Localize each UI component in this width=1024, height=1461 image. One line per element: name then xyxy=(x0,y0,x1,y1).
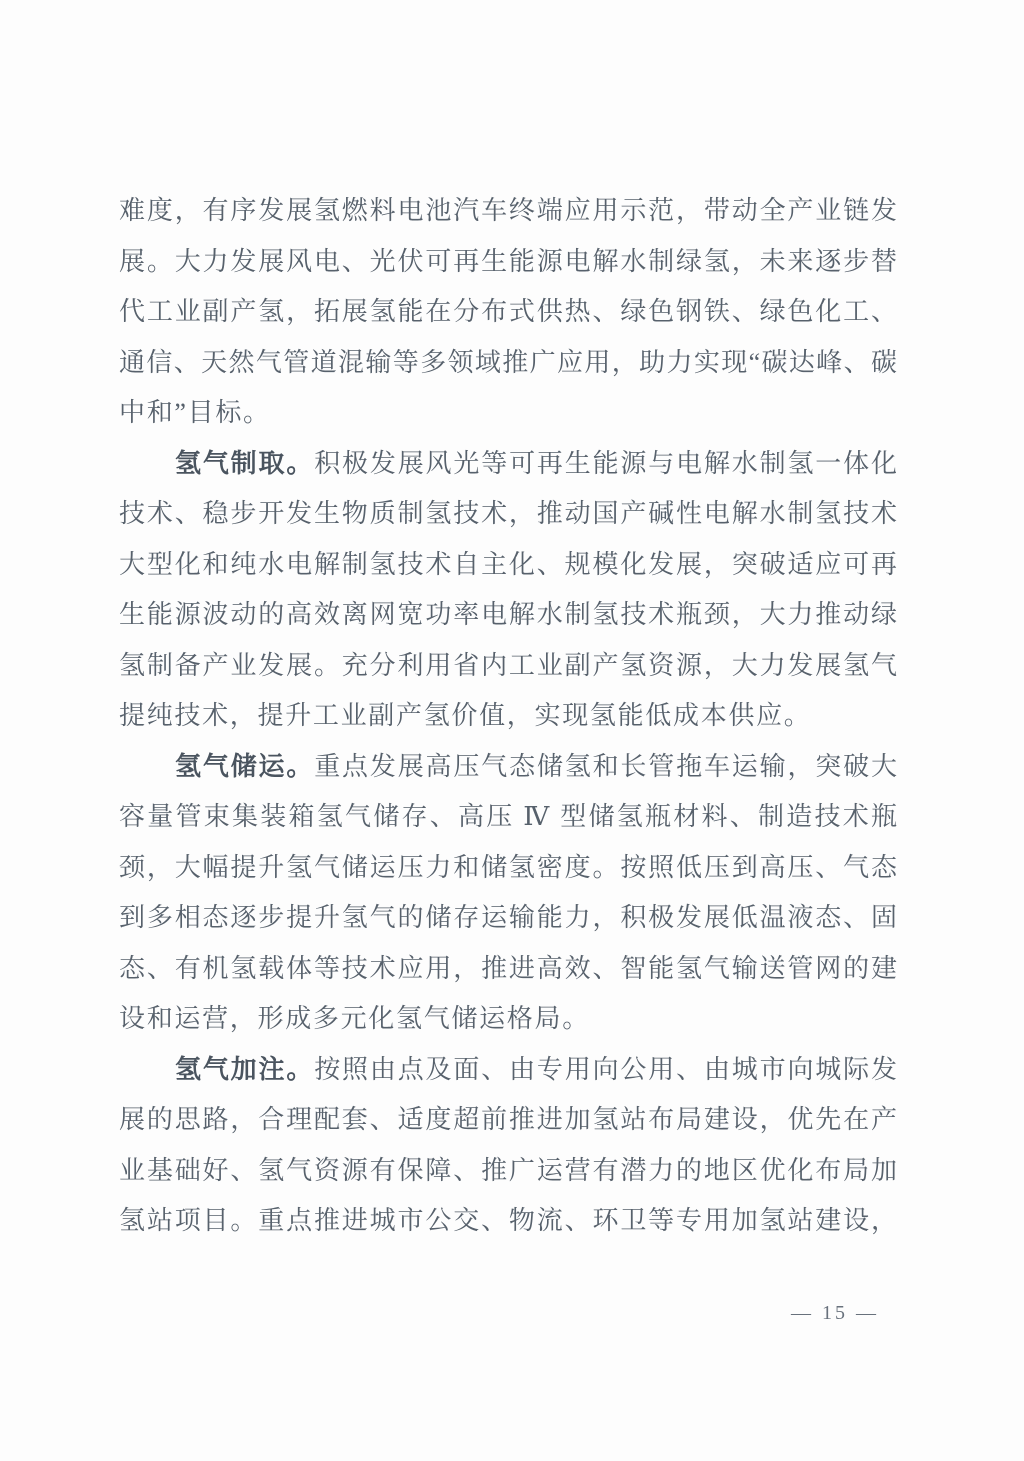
text-line: 中和”目标。 xyxy=(119,398,271,427)
document-body xyxy=(119,186,897,1247)
text-line: 态、有机氢载体等技术应用，推进高效、智能氢气输送管网的建 xyxy=(119,953,897,983)
text-line: 颈，大幅提升氢气储运压力和储氢密度。按照低压到高压、气态 xyxy=(119,852,897,882)
text-line: 氢制备产业发展。充分利用省内工业副产氢资源，大力发展氢气 xyxy=(119,650,897,680)
text-line: 氢气储运。重点发展高压气态储氢和长管拖车运输，突破大 xyxy=(175,751,897,781)
paragraph-lead: 氢气制取。 xyxy=(175,448,315,478)
text-line: 难度，有序发展氢燃料电池汽车终端应用示范，带动全产业链发 xyxy=(119,196,897,225)
paragraph-lead: 氢气储运。 xyxy=(175,751,315,781)
text-line: 容量管束集装箱氢气储存、高压 Ⅳ 型储氢瓶材料、制造技术瓶 xyxy=(119,802,897,831)
page-number: — 15 — xyxy=(791,1302,879,1324)
text-line: 氢气加注。按照由点及面、由专用向公用、由城市向城际发 xyxy=(175,1054,897,1084)
text-line: 代工业副产氢，拓展氢能在分布式供热、绿色钢铁、绿色化工、 xyxy=(119,297,897,326)
page-footer xyxy=(0,1300,1024,1330)
text-line: 生能源波动的高效离网宽功率电解水制氢技术瓶颈，大力推动绿 xyxy=(119,600,897,629)
text-line: 通信、天然气管道混输等多领域推广应用，助力实现“碳达峰、碳 xyxy=(119,347,897,377)
text-line: 技术、稳步开发生物质制氢技术，推动国产碱性电解水制氢技术 xyxy=(119,499,897,528)
text-line: 业基础好、氢气资源有保障、推广运营有潜力的地区优化布局加 xyxy=(119,1155,897,1185)
text-line: 设和运营，形成多元化氢气储运格局。 xyxy=(119,1004,590,1033)
text-line: 展的思路，合理配套、适度超前推进加氢站布局建设，优先在产 xyxy=(119,1105,897,1134)
text-line: 氢站项目。重点推进城市公交、物流、环卫等专用加氢站建设， xyxy=(119,1206,897,1235)
text-line: 大型化和纯水电解制氢技术自主化、规模化发展，突破适应可再 xyxy=(119,549,897,579)
text-line: 提纯技术，提升工业副产氢价值，实现氢能低成本供应。 xyxy=(119,701,812,730)
text-line: 氢气制取。积极发展风光等可再生能源与电解水制氢一体化 xyxy=(175,448,897,478)
text-line: 到多相态逐步提升氢气的储存运输能力，积极发展低温液态、固 xyxy=(119,903,897,932)
paragraph-lead: 氢气加注。 xyxy=(175,1054,315,1084)
text-line: 展。大力发展风电、光伏可再生能源电解水制绿氢，未来逐步替 xyxy=(119,246,897,276)
